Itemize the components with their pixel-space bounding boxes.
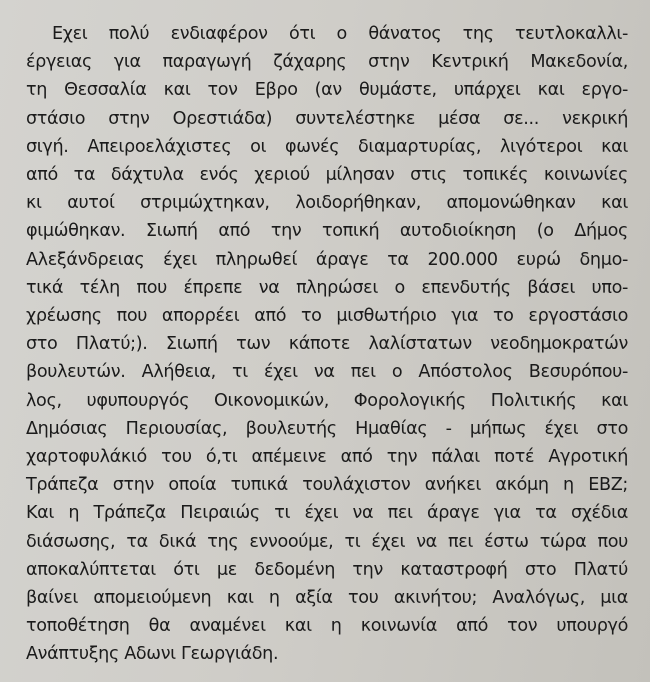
text-line: Εχει πολύ ενδιαφέρον ότι ο θάνατος της τευτλοκαλλι- (52, 24, 628, 44)
text-line: φιμώθηκαν. Σιωπή από την τοπική αυτοδιοίκηση (ο Δήμος (26, 221, 628, 242)
text-line: χρέωσης που απορρέει από το μισθωτήριο για το εργοστάσιο (26, 306, 628, 327)
text-line: στο Πλατύ;). Σιωπή των κάποτε λαλίστατων νεοδημοκρατών (26, 334, 628, 355)
text-line: τη Θεσσαλία και τον Εβρο (αν θυμάστε, υπάρχει και εργο- (26, 80, 628, 101)
text-line: χαρτοφυλάκιό του ό,τι απέμεινε από την πάλαι ποτέ Αγροτική (26, 447, 628, 468)
text-line: σιγή. Απειροελάχιστες οι φωνές διαμαρτυρίας, λιγότεροι και (26, 136, 628, 157)
text-line: αποκαλύπτεται ότι με δεδομένη την καταστροφή στο Πλατύ (26, 559, 628, 580)
text-line: τικά τέλη που έπρεπε να πληρώσει ο επενδυτής βάσει υπο- (26, 277, 628, 298)
text-line: κι αυτοί στριμώχτηκαν, λοιδορήθηκαν, απομονώθηκαν και (26, 193, 628, 214)
text-line: Και η Τράπεζα Πειραιώς τι έχει να πει άραγε για τα σχέδια (26, 503, 628, 524)
text-line: από τα δάχτυλα ενός χεριού μίλησαν στις τοπικές κοινωνίες (26, 165, 628, 186)
text-line: τοποθέτηση θα αναμένει και η κοινωνία από τον υπουργό (26, 616, 628, 637)
text-line: Δημόσιας Περιουσίας, βουλευτής Ημαθίας - μήπως έχει στο (26, 418, 628, 439)
text-line: Αλεξάνδρειας έχει πληρωθεί άραγε τα 200.000 ευρώ δημο- (26, 249, 628, 270)
text-line: διάσωσης, τα δικά της εννοούμε, τι έχει να πει έστω τώρα που (26, 531, 628, 552)
text-line: στάσιο στην Ορεστιάδα) συντελέστηκε μέσα σε... νεκρική (26, 108, 628, 129)
text-line: έργειας για παραγωγή ζάχαρης στην Κεντρική Μακεδονία, (26, 52, 628, 73)
text-line: Ανάπτυξης Αδωνι Γεωργιάδη. (26, 644, 279, 665)
text-line: βουλευτών. Αλήθεια, τι έχει να πει ο Απόστολος Βεσυρόπου- (26, 362, 628, 383)
text-line: λος, υφυπουργός Οικονομικών, Φορολογικής Πολιτικής και (26, 390, 628, 411)
article-paragraph (26, 20, 628, 669)
text-line: Τράπεζα στην οποία τυπικά τουλάχιστον ανήκει ακόμη η ΕΒΖ; (26, 475, 628, 496)
text-line: βαίνει απομειούμενη και η αξία του ακινήτου; Αναλόγως, μια (26, 588, 628, 609)
